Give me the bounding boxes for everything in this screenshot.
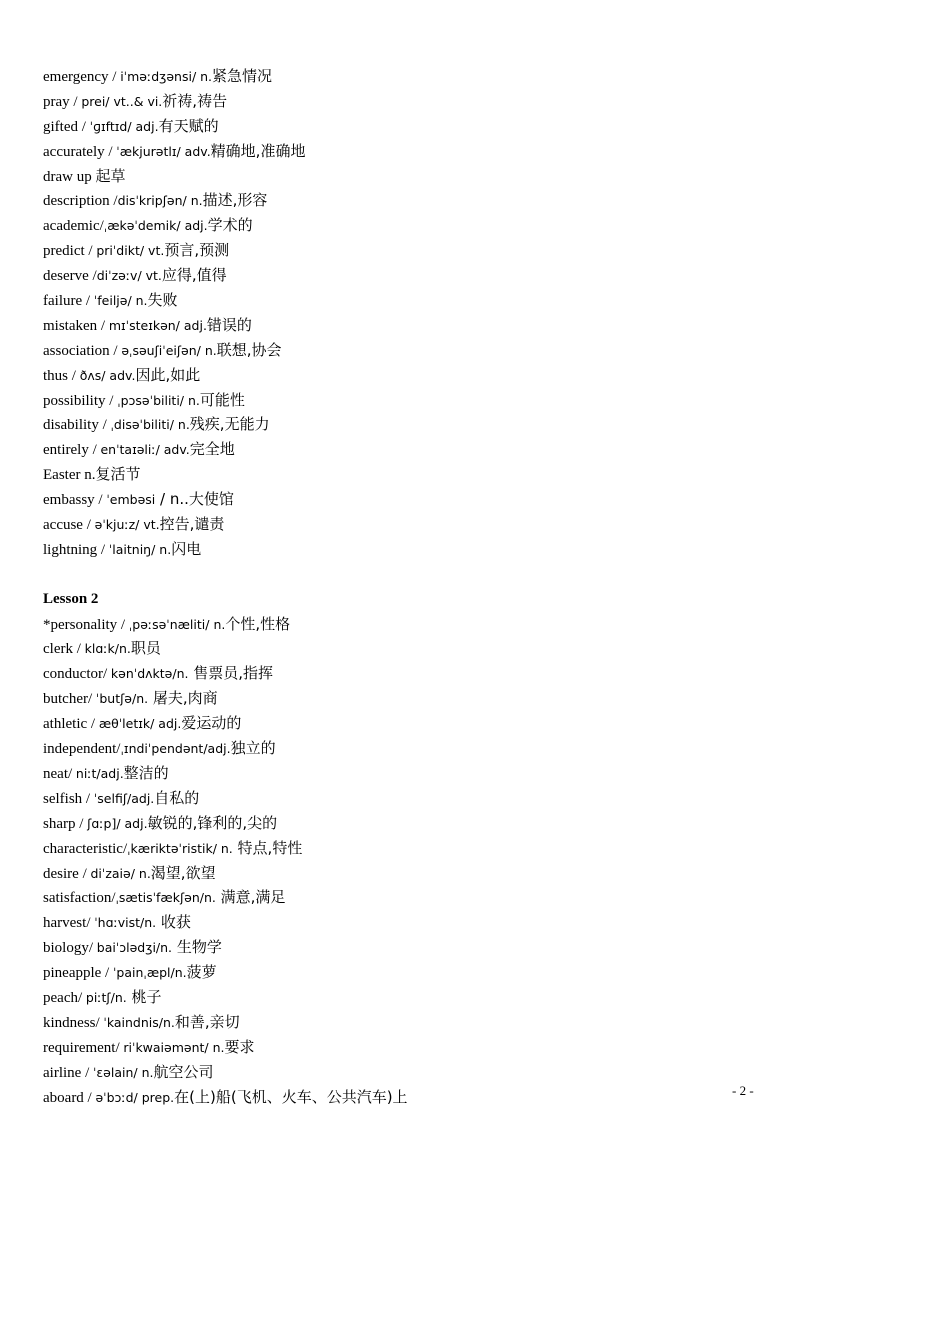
vocab-phonetic: ˈbutʃə/n. — [95, 691, 149, 707]
vocab-entry — [43, 238, 723, 263]
vocab-word: possibility / — [43, 392, 118, 409]
vocab-entry — [43, 462, 723, 487]
vocab-entry — [43, 1035, 723, 1060]
vocab-phonetic: klɑːk/n. — [84, 641, 131, 657]
vocab-translation: 联想,协会 — [216, 340, 282, 359]
vocab-word: entirely / — [43, 442, 101, 459]
vocab-translation: 因此,如此 — [135, 365, 201, 384]
vocab-translation: 错误的 — [206, 315, 252, 334]
vocab-translation: 桃子 — [126, 987, 162, 1006]
vocab-translation: 有天赋的 — [158, 116, 219, 135]
vocabulary-column — [43, 64, 723, 1109]
vocab-phonetic: ˌsætisˈfækʃən/n. — [115, 890, 216, 906]
vocab-phonetic: ˌdisəˈbiliti/ n. — [110, 417, 190, 433]
vocab-translation: 菠萝 — [186, 963, 217, 982]
vocab-word: accurately / — [43, 143, 117, 160]
vocab-word: neat/ — [43, 765, 76, 782]
vocab-entry — [43, 661, 723, 686]
vocab-translation: 和善,亲切 — [174, 1012, 240, 1031]
vocab-translation: 在(上)船(飞机、火车、公共汽车)上 — [174, 1087, 408, 1106]
vocab-phonetic: ˌkæriktəˈristik/ n. — [127, 840, 233, 856]
vocab-phonetic: enˈtaɪəliː/ adv. — [100, 442, 190, 458]
vocab-word: peach/ — [43, 989, 86, 1006]
vocab-word: biology/ — [43, 940, 97, 957]
vocab-translation: 紧急情况 — [212, 67, 273, 85]
vocab-word: deserve / — [43, 268, 97, 285]
vocab-entry — [43, 537, 723, 562]
vocab-phonetic: ˈækjurətlɪ/ adv. — [116, 143, 211, 159]
vocab-entry — [43, 188, 723, 213]
vocab-word: butcher/ — [43, 691, 96, 708]
vocab-phonetic: ˈlaitniŋ/ n. — [108, 541, 172, 557]
vocab-entry — [43, 836, 723, 861]
vocab-word: accuse / — [43, 517, 95, 534]
vocab-translation: 敏锐的,锋利的,尖的 — [147, 813, 278, 832]
vocab-translation: 自私的 — [154, 788, 200, 807]
vocab-entry — [43, 114, 723, 139]
vocab-translation: 预言,预测 — [164, 241, 230, 260]
vocab-phonetic: ˌɪndiˈpendənt/adj. — [120, 741, 231, 757]
vocab-phonetic: ˈkaindnis/n. — [103, 1014, 175, 1030]
vocab-translation: 完全地 — [189, 440, 235, 459]
vocab-entry — [43, 985, 723, 1010]
vocab-translation: 祈祷,祷告 — [162, 91, 228, 110]
vocab-translation: 起草 — [95, 166, 126, 185]
vocab-translation: 航空公司 — [153, 1062, 214, 1081]
vocab-phonetic: iˈməːdʒənsi/ n. — [120, 69, 213, 84]
vocab-translation: 描述,形容 — [202, 191, 268, 210]
vocab-translation: 特点,特性 — [232, 838, 303, 857]
vocab-phonetic: ˈembəsi — [106, 492, 156, 508]
vocab-entry — [43, 686, 723, 711]
vocab-translation: 精确地,准确地 — [210, 141, 306, 160]
vocab-phonetic: ðʌs/ adv. — [79, 367, 136, 383]
vocab-phonetic: ˌpəːsəˈnæliti/ n. — [128, 616, 226, 632]
section-gap — [43, 562, 723, 587]
vocab-translation: 屠夫,肉商 — [148, 689, 218, 708]
vocab-phonetic: ˈpainˌæpl/n. — [112, 965, 187, 981]
vocab-phonetic: ˈfeiljə/ n. — [93, 293, 148, 309]
vocab-word: harvest/ — [43, 915, 95, 932]
vocab-word: Easter n. — [43, 467, 96, 484]
vocab-entry — [43, 313, 723, 338]
vocab-translation: 独立的 — [230, 739, 276, 758]
vocab-translation: 收获 — [156, 913, 191, 932]
vocab-translation: / n..大使馆 — [155, 490, 234, 509]
vocab-translation: 职员 — [130, 639, 161, 658]
vocab-entry — [43, 412, 723, 437]
vocab-entry — [43, 1010, 723, 1035]
vocab-phonetic: diˈzəːv/ vt. — [96, 268, 162, 284]
vocab-phonetic: mɪˈsteɪkən/ adj. — [108, 317, 207, 333]
vocab-phonetic: ˈselfiʃ/adj. — [93, 790, 155, 806]
vocab-entry — [43, 786, 723, 811]
lesson-heading: Lesson 2 — [43, 590, 99, 607]
vocab-phonetic: ʃɑːp]/ adj. — [87, 815, 148, 831]
vocab-phonetic: niːt/adj. — [75, 765, 124, 781]
vocab-translation: 渴望,欲望 — [150, 863, 216, 882]
vocab-phonetic: æθˈletɪk/ adj. — [98, 716, 182, 732]
vocab-entry — [43, 612, 723, 637]
vocab-word: requirement/ — [43, 1039, 124, 1056]
vocab-word: draw up — [43, 168, 96, 185]
vocab-phonetic: ˈɛəlain/ n. — [92, 1064, 154, 1080]
vocab-translation: 残疾,无能力 — [189, 415, 270, 434]
vocab-phonetic: diˈzaiə/ n. — [90, 865, 151, 881]
vocab-word: aboard / — [43, 1089, 96, 1106]
vocab-entry — [43, 487, 723, 512]
vocab-translation: 失败 — [147, 291, 178, 310]
vocab-translation: 复活节 — [95, 465, 141, 484]
vocab-entry — [43, 960, 723, 985]
vocab-word: sharp / — [43, 815, 88, 832]
vocab-word: description / — [43, 193, 118, 210]
vocab-translation: 应得,值得 — [161, 266, 227, 285]
vocab-word: disability / — [43, 417, 111, 434]
vocab-phonetic: piːtʃ/n. — [85, 989, 127, 1005]
vocab-entry — [43, 636, 723, 661]
vocab-translation: 爱运动的 — [181, 714, 242, 733]
vocab-entry — [43, 164, 723, 189]
vocab-word: athletic / — [43, 716, 99, 733]
vocab-entry — [43, 1060, 723, 1085]
vocab-word: independent/ — [43, 741, 121, 758]
vocab-translation: 可能性 — [199, 390, 245, 409]
vocab-translation: 满意,满足 — [215, 888, 286, 907]
vocab-entry — [43, 437, 723, 462]
vocab-phonetic: əˌsəuʃiˈeiʃən/ n. — [121, 342, 217, 358]
vocab-entry — [43, 885, 723, 910]
vocab-word: kindness/ — [43, 1014, 104, 1031]
vocab-word: academic/ — [43, 218, 104, 235]
vocab-entry — [43, 761, 723, 786]
vocab-phonetic: riˈkwaiəmənt/ n. — [123, 1039, 225, 1055]
vocab-word: gifted / — [43, 118, 90, 135]
vocab-phonetic: ˈhɑːvist/n. — [94, 915, 157, 931]
vocab-phonetic: əˈkjuːz/ vt. — [94, 517, 160, 533]
vocab-word: association / — [43, 342, 122, 359]
vocab-word: embassy / — [43, 492, 107, 509]
vocab-list-lesson-2 — [43, 612, 723, 1110]
vocab-entry — [43, 1085, 723, 1110]
vocab-entry — [43, 736, 723, 761]
vocab-phonetic: disˈkripʃən/ n. — [117, 193, 203, 209]
vocab-word: predict / — [43, 243, 97, 260]
vocab-entry — [43, 139, 723, 164]
vocab-word: desire / — [43, 865, 91, 882]
vocab-word: satisfaction/ — [43, 890, 116, 907]
vocab-entry — [43, 64, 723, 89]
vocab-translation: 学术的 — [207, 216, 253, 235]
vocab-word: characteristic/ — [43, 840, 128, 857]
vocab-entry — [43, 811, 723, 836]
vocab-phonetic: kənˈdʌktə/n. — [110, 666, 189, 682]
vocab-word: conductor/ — [43, 666, 111, 683]
vocab-entry — [43, 512, 723, 537]
vocab-phonetic: prei/ vt..& vi. — [81, 93, 163, 109]
vocab-entry — [43, 910, 723, 935]
vocab-phonetic: ˈɡɪftɪd/ adj. — [89, 118, 159, 134]
vocab-entry — [43, 861, 723, 886]
vocab-entry — [43, 288, 723, 313]
vocab-phonetic: ˌækəˈdemik/ adj. — [103, 218, 208, 234]
vocab-translation: 个性,性格 — [225, 614, 291, 633]
vocab-phonetic: priˈdikt/ vt. — [96, 243, 165, 259]
vocab-entry — [43, 89, 723, 114]
vocab-word: emergency / — [43, 69, 121, 85]
vocab-translation: 控告,谴责 — [159, 515, 225, 534]
vocab-translation: 生物学 — [172, 938, 222, 957]
vocab-word: clerk / — [43, 641, 85, 658]
vocab-phonetic: əˈbɔːd/ prep. — [95, 1089, 175, 1105]
vocab-word: thus / — [43, 367, 80, 384]
vocab-translation: 整洁的 — [123, 763, 169, 782]
vocab-translation: 要求 — [224, 1037, 255, 1056]
page-number: - 2 - — [732, 1083, 754, 1098]
vocab-word: selfish / — [43, 790, 94, 807]
vocab-entry — [43, 338, 723, 363]
vocab-word: failure / — [43, 293, 94, 310]
vocab-phonetic: ˌpɔsəˈbiliti/ n. — [117, 392, 200, 408]
vocab-word: pray / — [43, 93, 82, 110]
vocab-entry — [43, 363, 723, 388]
vocab-entry — [43, 711, 723, 736]
vocab-entry — [43, 935, 723, 960]
vocab-entry — [43, 213, 723, 238]
vocab-word: lightning / — [43, 541, 109, 558]
vocab-entry — [43, 263, 723, 288]
vocab-translation: 闪电 — [171, 539, 202, 558]
vocab-word: airline / — [43, 1064, 93, 1081]
vocab-phonetic: baiˈɔlədʒi/n. — [96, 940, 173, 956]
vocab-word: *personality / — [43, 616, 129, 633]
vocab-translation: 售票员,指挥 — [188, 664, 274, 683]
vocab-entry — [43, 388, 723, 413]
vocab-word: mistaken / — [43, 317, 109, 334]
vocab-list-lesson-1 — [43, 64, 723, 562]
vocab-word: pineapple / — [43, 965, 113, 982]
